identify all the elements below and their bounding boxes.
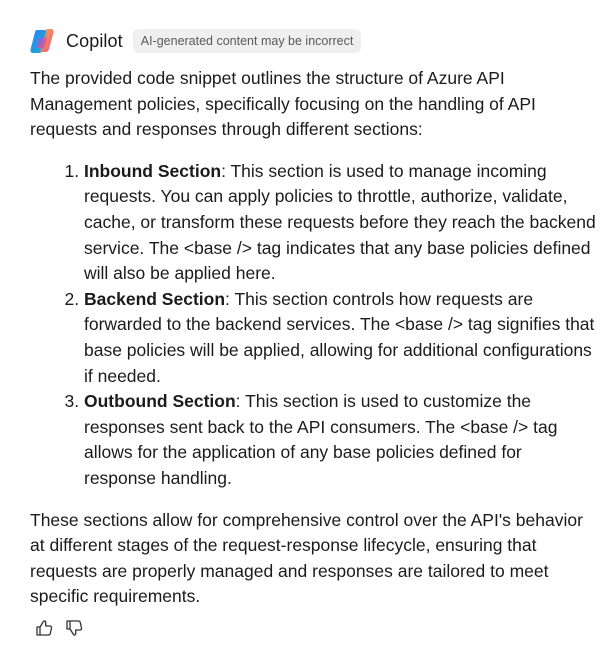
list-item <box>84 159 596 287</box>
sections-list <box>30 159 596 492</box>
intro-paragraph: The provided code snippet outlines the structure of Azure API Management policies, specifically focusing on the handling of API requests and responses through different sections: <box>30 68 536 140</box>
message-header <box>28 26 361 56</box>
list-item-text: : This section controls how requests are forwarded to the backend services. The <base /> tag signifies that base policies will be applied, allowing for additional configurations if needed. <box>84 288 595 386</box>
list-item <box>84 287 596 389</box>
copilot-logo-icon <box>28 27 56 55</box>
list-item-text: : This section is used to manage incoming requests. You can apply policies to throttle, authorize, validate, cache, or transform these requests before they reach the backend service. The <base /> tag indicates that any base policies defined will also be applied here. <box>84 160 596 284</box>
list-item-title: Outbound Section <box>84 391 236 412</box>
ai-disclaimer-badge: AI-generated content may be incorrect <box>133 29 362 53</box>
list-item-title: Backend Section <box>84 288 226 309</box>
message-body <box>30 66 596 610</box>
thumbs-down-icon[interactable] <box>64 618 84 638</box>
conclusion-paragraph: These sections allow for comprehensive control over the API's behavior at different stages of the request-response lifecycle, ensuring that requests are properly managed and responses are tailored to meet specific requirements. <box>30 509 583 607</box>
list-item <box>84 389 596 491</box>
brand-name: Copilot <box>66 30 123 51</box>
feedback-bar <box>34 618 84 638</box>
list-item-title: Inbound Section <box>84 160 222 181</box>
list-item-text: : This section is used to customize the responses sent back to the API consumers. The <base /> tag allows for the application of any base policies defined for response handling. <box>84 391 558 488</box>
thumbs-up-icon[interactable] <box>34 618 54 638</box>
